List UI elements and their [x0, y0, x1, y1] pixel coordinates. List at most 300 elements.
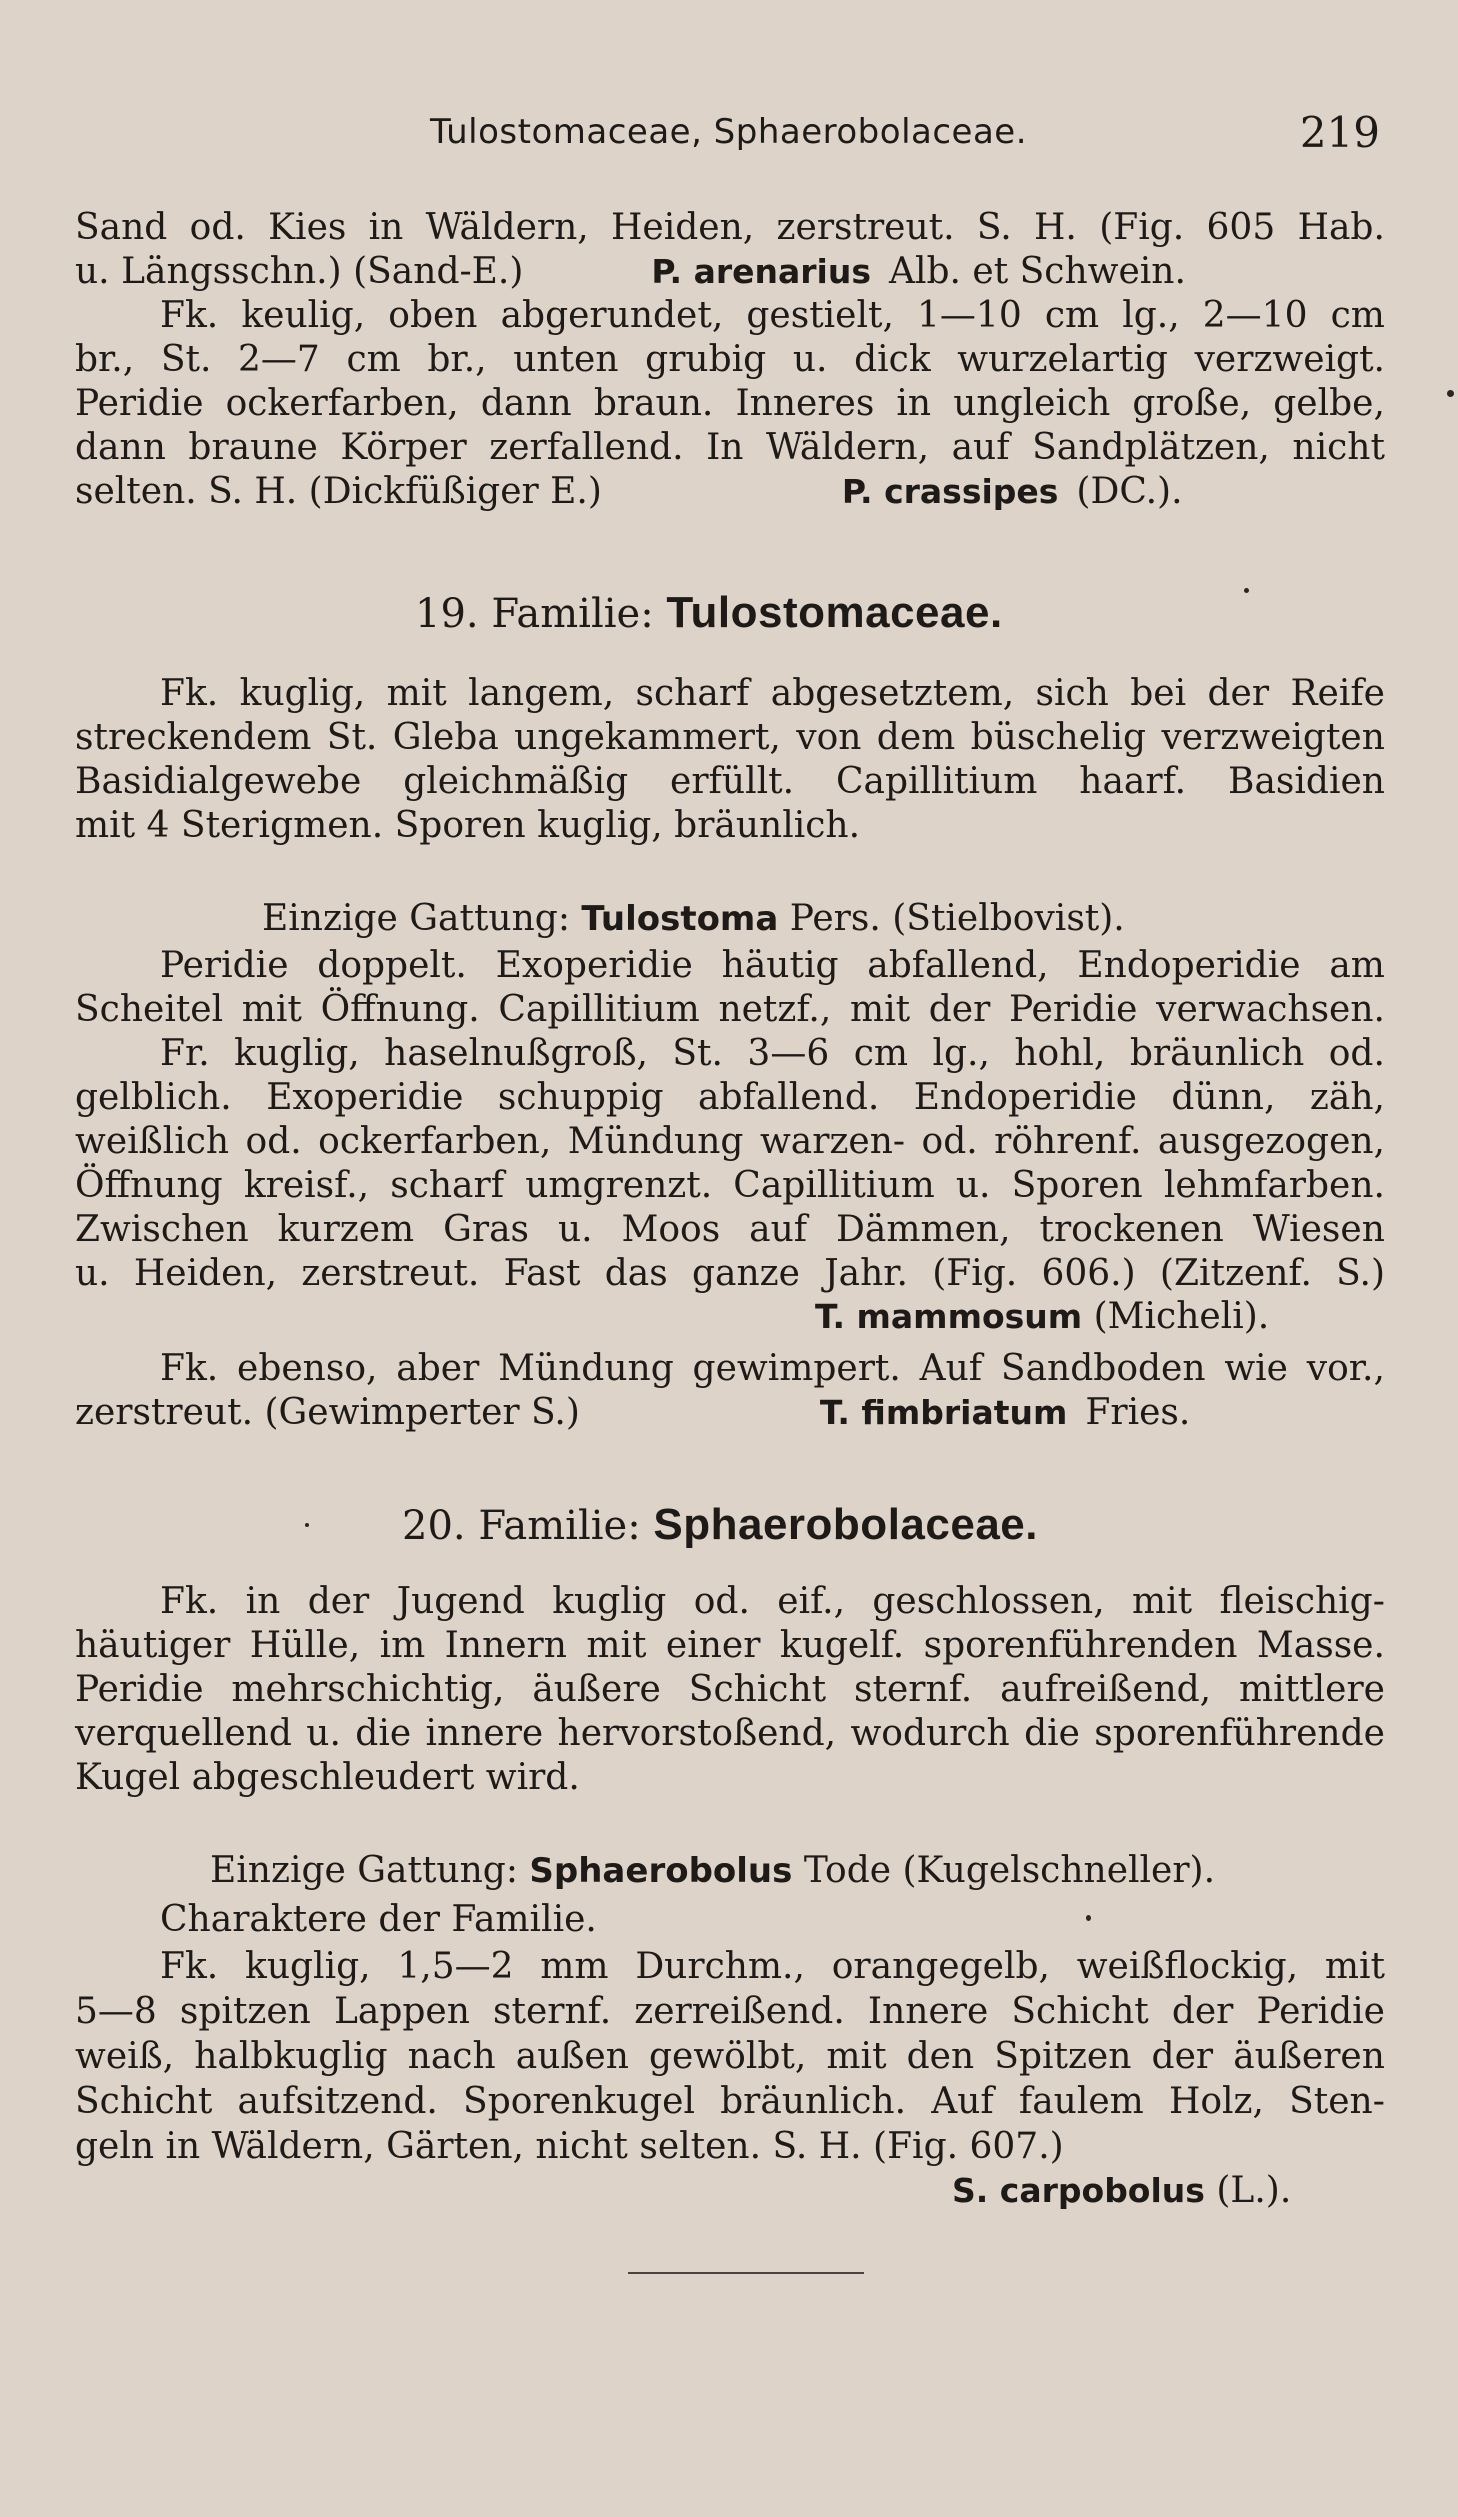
word: die	[1024, 1713, 1080, 1754]
family-name: Tulostomaceae.	[666, 588, 1003, 637]
text-line	[75, 2035, 1385, 2079]
word: der	[307, 1581, 370, 1622]
word: 605	[1206, 207, 1276, 248]
word: abgerundet,	[500, 295, 724, 336]
word: Peridie	[160, 945, 289, 986]
word: 1,5—2	[397, 1946, 514, 1987]
word: aufsitzend.	[237, 2081, 438, 2122]
word: röhrenf.	[994, 1121, 1142, 1162]
text-span	[160, 944, 1385, 988]
text-line	[160, 672, 1385, 716]
word: Sandplätzen,	[1032, 427, 1270, 468]
word: u.	[75, 1253, 110, 1294]
word: u.	[792, 339, 828, 380]
word: Capillitium	[498, 989, 700, 1030]
species-name: P. arenarius	[651, 252, 871, 291]
word: den	[906, 2036, 975, 2077]
word: mittlere	[1239, 1669, 1385, 1710]
text-line	[75, 1668, 1385, 1712]
text-span: geln in Wäldern, Gärten, nicht selten. S. H. (Fig. 607.)	[75, 2126, 1064, 2167]
word: dem	[876, 717, 956, 758]
word: nicht	[1292, 427, 1385, 468]
word: Mündung	[567, 1121, 744, 1162]
species-line	[952, 2170, 1291, 2211]
word: Holz,	[1168, 2081, 1264, 2122]
word: Exoperidie	[495, 945, 693, 986]
text-line	[75, 426, 1385, 470]
word: Schicht	[688, 1669, 827, 1710]
word: Fk.	[160, 295, 219, 336]
genus-name: Sphaerobolus	[529, 1851, 793, 1891]
word: von	[796, 717, 862, 758]
word: im	[379, 1625, 426, 1666]
word: Heiden,	[133, 1253, 278, 1294]
word: Basidien	[1228, 761, 1385, 802]
word: sternf.	[493, 1991, 612, 2032]
text-line	[75, 760, 1385, 804]
word: kurzem	[277, 1209, 415, 1250]
word: In	[706, 427, 744, 468]
word: braun.	[593, 383, 714, 424]
word: orangegelb,	[831, 1946, 1050, 1987]
text-line	[75, 206, 1385, 250]
word: scharf	[635, 673, 750, 714]
word: auf	[749, 1209, 808, 1250]
word: Fk.	[160, 1581, 219, 1622]
word: Capillitium	[733, 1165, 935, 1206]
authority: Fries.	[1085, 1392, 1191, 1433]
word: Capillitium	[835, 761, 1038, 802]
word: keulig,	[241, 295, 366, 336]
authority: (L.).	[1216, 2170, 1292, 2211]
word: Peridie	[75, 383, 204, 424]
text-line	[75, 338, 1385, 382]
text-span: Kugel abgeschleudert wird.	[75, 1757, 580, 1798]
word: 2—10	[1202, 295, 1308, 336]
word: od.	[245, 1121, 302, 1162]
word: ausgezogen,	[1157, 1121, 1385, 1162]
word: gleichmäßig	[403, 761, 629, 802]
word: braune	[188, 427, 318, 468]
word: schuppig	[497, 1077, 664, 1118]
word: wie	[1224, 1348, 1288, 1389]
word: Peridie	[75, 1669, 204, 1710]
word: dann	[480, 383, 572, 424]
word: Jugend	[396, 1581, 525, 1622]
running-title: Tulostomaceae, Sphaerobolaceae.	[430, 112, 1028, 152]
word: Peridie	[1008, 989, 1138, 1030]
text-span	[160, 1580, 1385, 1624]
text-line	[160, 1898, 1385, 1942]
word: haarf.	[1079, 761, 1187, 802]
text-line	[160, 1032, 1385, 1076]
word: Spitzen	[994, 2036, 1132, 2077]
text-span: mit 4 Sterigmen. Sporen kuglig, bräunlich.	[75, 805, 861, 846]
word: langem,	[468, 673, 615, 714]
word: Lappen	[333, 1991, 470, 2032]
word: St.	[326, 717, 378, 758]
page-header	[430, 108, 1380, 162]
word: 606.)	[1041, 1253, 1136, 1294]
word: ockerfarben,	[225, 383, 459, 424]
word: Sporenkugel	[463, 2081, 695, 2122]
text-line	[75, 1164, 1385, 1208]
word: S.)	[1336, 1253, 1385, 1294]
word: (Fig.	[1099, 207, 1185, 248]
word: Durchm.,	[635, 1946, 805, 1987]
word: fleischig-	[1219, 1581, 1385, 1622]
word: streckendem	[75, 717, 312, 758]
text-line	[75, 988, 1385, 1032]
species-name: S. carpobolus	[952, 2171, 1205, 2210]
word: ungleich	[953, 383, 1111, 424]
genus-prefix: Einzige Gattung:	[262, 898, 570, 939]
word: faulem	[1018, 2081, 1144, 2122]
word: Kies	[268, 207, 347, 248]
text-span	[75, 1624, 1385, 1668]
word: in	[896, 383, 932, 424]
page-number: 219	[1299, 108, 1380, 157]
word: dünn,	[1171, 1077, 1276, 1118]
word: mit	[849, 989, 911, 1030]
text-span	[75, 338, 1385, 382]
text-span	[75, 2035, 1385, 2079]
word: Mündung	[498, 1348, 674, 1389]
genus-name: Tulostoma	[581, 899, 779, 939]
word: Dämmen,	[836, 1209, 1011, 1250]
word: Fast	[503, 1253, 581, 1294]
word: Sand	[75, 207, 168, 248]
word: scharf	[390, 1165, 505, 1206]
text-line	[75, 1712, 1385, 1756]
text-span	[75, 206, 1385, 250]
word: bei	[1130, 673, 1187, 714]
word: sporenführenden	[923, 1625, 1238, 1666]
text-line	[160, 294, 1385, 338]
text-span	[75, 716, 1385, 760]
word: kuglig,	[245, 1946, 371, 1987]
text-line	[75, 1756, 1385, 1800]
word: Schicht	[1011, 1991, 1149, 2032]
genus-prefix: Einzige Gattung:	[210, 1850, 518, 1891]
word: warzen-	[759, 1121, 906, 1162]
word: Masse.	[1256, 1625, 1385, 1666]
word: od.	[921, 1121, 978, 1162]
speck	[1086, 1915, 1091, 1921]
authority: Alb. et Schwein.	[888, 251, 1186, 292]
word: od.	[693, 1581, 750, 1622]
species-name: P. crassipes	[841, 472, 1059, 511]
word: wurzelartig	[957, 339, 1168, 380]
word: Schicht	[75, 2081, 213, 2122]
word: wodurch	[850, 1713, 1010, 1754]
word: die	[355, 1713, 412, 1754]
word: eif.,	[777, 1581, 846, 1622]
species-name: T. fimbriatum	[819, 1393, 1068, 1432]
word: nach	[407, 2036, 496, 2077]
word: Sandboden	[1000, 1348, 1206, 1389]
word: kuglig,	[234, 1033, 360, 1074]
word: Sporen	[1011, 1165, 1143, 1206]
text-line	[160, 1347, 1385, 1391]
genus-authority: Tode (Kugelschneller).	[803, 1850, 1216, 1891]
word: in	[245, 1581, 281, 1622]
text-span	[75, 988, 1385, 1032]
text-span	[160, 672, 1385, 716]
speck	[1447, 390, 1454, 397]
word: Körper	[340, 427, 467, 468]
word: 3—6	[747, 1033, 830, 1074]
word: (Zitzenf.	[1159, 1253, 1312, 1294]
text-line	[160, 1580, 1385, 1624]
word: einer	[665, 1625, 761, 1666]
text-span	[160, 1945, 1385, 1989]
word: der	[1151, 2036, 1214, 2077]
word: Endoperidie	[913, 1077, 1137, 1118]
text-span	[75, 382, 1385, 426]
text-line	[75, 804, 1385, 848]
word: Hülle,	[249, 1625, 361, 1666]
text-line	[75, 1252, 1385, 1296]
word: 5—8	[75, 1991, 157, 2032]
word: Basidialgewebe	[75, 761, 362, 802]
word: zerreißend.	[634, 1991, 845, 2032]
text-line	[75, 2080, 1385, 2124]
word: gelbe,	[1273, 383, 1385, 424]
text-span	[160, 1347, 1385, 1391]
word: mehrschichtig,	[231, 1669, 505, 1710]
word: mit	[241, 989, 302, 1030]
text-span	[75, 1668, 1385, 1712]
word: gelblich.	[75, 1077, 232, 1118]
word: verquellend	[75, 1713, 292, 1754]
word: Fk.	[160, 1946, 219, 1987]
word: Reife	[1290, 673, 1385, 714]
text-line	[75, 382, 1385, 426]
word: mit	[386, 673, 447, 714]
word: bräunlich	[1129, 1033, 1305, 1074]
word: dick	[854, 339, 931, 380]
word: umgrenzt.	[525, 1165, 713, 1206]
text-span: selten. S. H. (Dickfüßiger E.)	[75, 471, 602, 512]
text-span	[75, 1990, 1385, 2034]
word: 1—10	[917, 295, 1022, 336]
word: od.	[1328, 1033, 1385, 1074]
word: aufreißend,	[1000, 1669, 1212, 1710]
word: Fk.	[160, 1348, 219, 1389]
word: Öffnung	[75, 1165, 223, 1206]
genus-authority: Pers. (Stielbovist).	[789, 898, 1125, 939]
word: Zwischen	[75, 1209, 249, 1250]
species-name: T. mammosum	[815, 1297, 1083, 1336]
word: u.	[955, 1165, 991, 1206]
text-span	[160, 1032, 1385, 1076]
word: ockerfarben,	[318, 1121, 552, 1162]
text-span	[160, 294, 1385, 338]
species-line	[815, 1296, 1269, 1337]
word: trockenen	[1039, 1209, 1224, 1250]
text-line	[75, 1391, 1385, 1435]
word: weißflockig,	[1076, 1946, 1299, 1987]
word: hervorstoßend,	[557, 1713, 837, 1754]
text-line	[75, 2125, 1385, 2169]
word: abgesetztem,	[770, 673, 1015, 714]
word: vor.,	[1306, 1348, 1385, 1389]
word: cm	[853, 1033, 908, 1074]
word: kuglig,	[239, 673, 366, 714]
word: äußeren	[1233, 2036, 1385, 2077]
word: mit	[1324, 1946, 1385, 1987]
word: gewölbt,	[649, 2036, 807, 2077]
word: kreisf.,	[243, 1165, 370, 1206]
word: unten	[513, 339, 619, 380]
word: zäh,	[1309, 1077, 1385, 1118]
text-span	[75, 2080, 1385, 2124]
text-span	[75, 1164, 1385, 1208]
word: br.,	[75, 339, 135, 380]
word: ungekammert,	[514, 717, 781, 758]
word: netzf.,	[718, 989, 832, 1030]
text-line	[75, 470, 1385, 514]
word: St.	[672, 1033, 723, 1074]
word: der	[1171, 1991, 1234, 2032]
text-span	[75, 1076, 1385, 1120]
word: mit	[586, 1625, 647, 1666]
word: große,	[1132, 383, 1252, 424]
text-line	[75, 1990, 1385, 2034]
authority: (DC.).	[1076, 471, 1183, 512]
word: Scheitel	[75, 989, 224, 1030]
word: lg.,	[1122, 295, 1180, 336]
text-span: Charaktere der Familie.	[160, 1899, 597, 1940]
word: außen	[515, 2036, 629, 2077]
text-line	[75, 716, 1385, 760]
word: u.	[557, 1209, 593, 1250]
family-heading	[402, 1500, 1038, 1550]
word: Heiden,	[611, 207, 755, 248]
word: br.,	[427, 339, 487, 380]
speck	[1244, 588, 1249, 593]
word: verzweigten	[1161, 717, 1385, 758]
word: od.	[189, 207, 246, 248]
word: gewimpert.	[692, 1348, 901, 1389]
word: ebenso,	[237, 1348, 378, 1389]
word: weißlich	[75, 1121, 230, 1162]
text-span	[75, 1712, 1385, 1756]
text-line	[75, 1208, 1385, 1252]
word: cm	[346, 339, 401, 380]
word: sporenführende	[1094, 1713, 1385, 1754]
word: halbkuglig	[194, 2036, 388, 2077]
word: mit	[826, 2036, 887, 2077]
word: zerfallend.	[489, 427, 684, 468]
text-line	[75, 250, 1385, 294]
word: dann	[75, 427, 166, 468]
word: sich	[1035, 673, 1109, 714]
text-line	[75, 1120, 1385, 1164]
word: lg.,	[932, 1033, 990, 1074]
word: das	[604, 1253, 668, 1294]
word: S.	[976, 207, 1012, 248]
word: abfallend.	[698, 1077, 880, 1118]
word: kuglig	[552, 1581, 667, 1622]
word: 2—7	[238, 339, 320, 380]
word: Fr.	[160, 1033, 210, 1074]
word: Innere	[867, 1991, 989, 2032]
genus-heading	[210, 1850, 1215, 1891]
text-line	[160, 944, 1385, 988]
word: Sten-	[1289, 2081, 1385, 2122]
text-span	[75, 1120, 1385, 1164]
word: Peridie	[1256, 1991, 1385, 2032]
word: der	[1207, 673, 1270, 714]
family-number: 20. Familie:	[402, 1503, 641, 1549]
text-span	[75, 1208, 1385, 1252]
word: zerstreut.	[301, 1253, 480, 1294]
word: ganze	[691, 1253, 800, 1294]
text-line	[160, 1945, 1385, 1989]
text-line	[75, 1624, 1385, 1668]
word: verwachsen.	[1156, 989, 1385, 1030]
word: Innern	[444, 1625, 567, 1666]
text-line	[75, 1076, 1385, 1120]
word: kugelf.	[779, 1625, 905, 1666]
family-number: 19. Familie:	[415, 591, 654, 637]
word: haselnußgroß,	[384, 1033, 648, 1074]
word: äußere	[532, 1669, 661, 1710]
text-span	[75, 760, 1385, 804]
word: oben	[388, 295, 478, 336]
word: Jahr.	[824, 1253, 908, 1294]
word: abfallend,	[867, 945, 1049, 986]
authority: (Micheli).	[1093, 1296, 1270, 1337]
word: zerstreut.	[776, 207, 955, 248]
word: Auf	[931, 2081, 994, 2122]
word: u.	[306, 1713, 341, 1754]
word: Wiesen	[1252, 1209, 1385, 1250]
word: aber	[396, 1348, 480, 1389]
word: der	[928, 989, 991, 1030]
word: cm	[1044, 295, 1100, 336]
word: geschlossen,	[872, 1581, 1105, 1622]
genus-heading	[262, 898, 1125, 939]
word: St.	[160, 339, 212, 380]
text-span: zerstreut. (Gewimperter S.)	[75, 1392, 580, 1433]
word: Wäldern,	[766, 427, 930, 468]
end-rule	[628, 2272, 864, 2274]
text-span	[75, 1252, 1385, 1296]
word: Fk.	[160, 673, 219, 714]
word: (Fig.	[932, 1253, 1018, 1294]
word: doppelt.	[317, 945, 467, 986]
word: häutiger	[75, 1625, 231, 1666]
word: weiß,	[75, 2036, 175, 2077]
word: mit	[1132, 1581, 1193, 1622]
word: in	[368, 207, 404, 248]
word: H.	[1034, 207, 1077, 248]
text-span	[75, 426, 1385, 470]
word: cm	[1330, 295, 1385, 336]
word: bräunlich.	[720, 2081, 907, 2122]
word: häutig	[721, 945, 839, 986]
family-heading	[415, 588, 1003, 638]
word: hohl,	[1014, 1033, 1106, 1074]
word: Hab.	[1297, 207, 1385, 248]
word: Endoperidie	[1077, 945, 1301, 986]
word: innere	[425, 1713, 544, 1754]
word: sternf.	[854, 1669, 973, 1710]
word: Exoperidie	[266, 1077, 464, 1118]
